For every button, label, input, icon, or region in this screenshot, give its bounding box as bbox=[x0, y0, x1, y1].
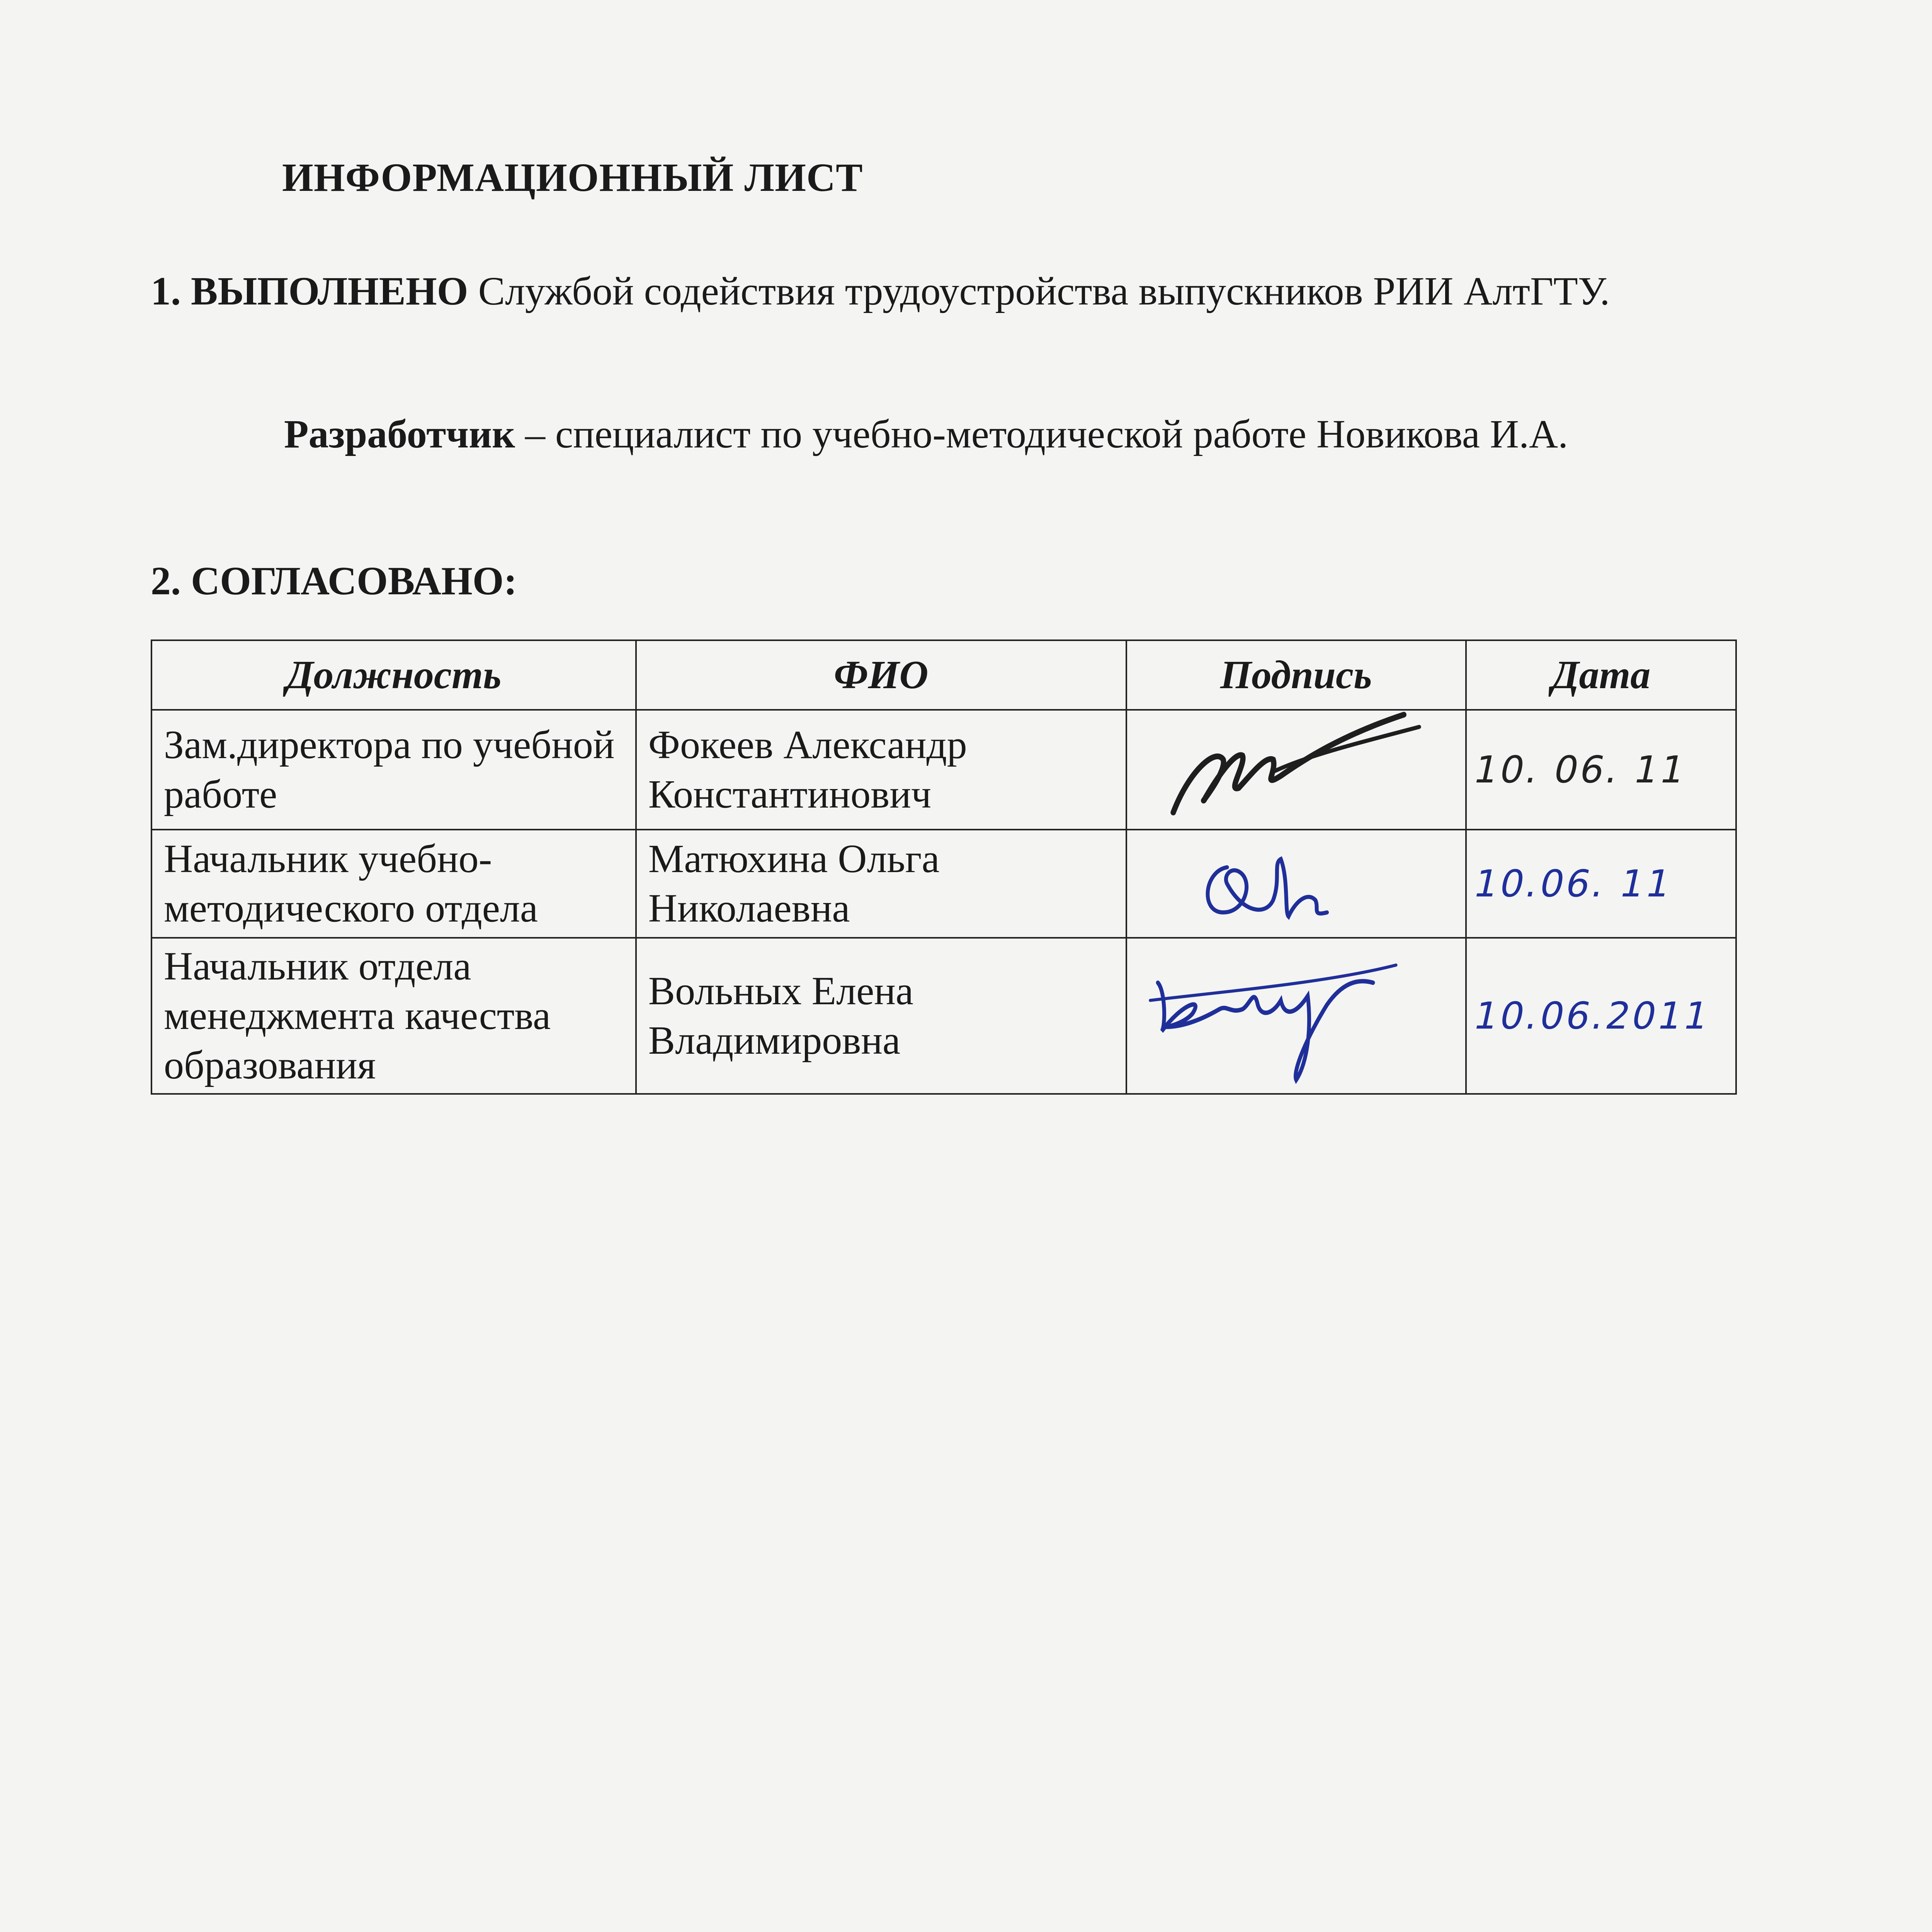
position-cell: Зам.директора по учебной работе bbox=[151, 710, 636, 830]
table-row bbox=[151, 830, 1736, 938]
handwritten-signature bbox=[1127, 830, 1465, 937]
position-cell: Начальник учебно-методического отдела bbox=[151, 830, 636, 938]
date-cell bbox=[1466, 710, 1736, 830]
section-number: 1. bbox=[151, 269, 181, 313]
section-agreed-heading: 2. СОГЛАСОВАНО: bbox=[151, 559, 517, 603]
section-text: Службой содействия трудоустройства выпускников РИИ АлтГТУ. bbox=[478, 269, 1610, 313]
table-row bbox=[151, 710, 1736, 830]
section-executed bbox=[151, 267, 1727, 316]
developer-label: Разработчик bbox=[284, 412, 515, 456]
signature-cell bbox=[1126, 938, 1466, 1094]
name-cell: Фокеев Александр Константинович bbox=[636, 710, 1126, 830]
handwritten-date: 10.06. 11 bbox=[1469, 862, 1677, 905]
handwritten-date: 10. 06. 11 bbox=[1469, 748, 1691, 791]
column-header: ФИО bbox=[636, 640, 1126, 710]
name-cell: Матюхина Ольга Николаевна bbox=[636, 830, 1126, 938]
section-heading: ВЫПОЛНЕНО bbox=[191, 269, 468, 313]
column-header: Должность bbox=[151, 640, 636, 710]
developer-text: – специалист по учебно-методической работе Новикова И.А. bbox=[525, 412, 1568, 456]
developer-paragraph bbox=[151, 410, 1727, 459]
table-row bbox=[151, 938, 1736, 1094]
column-header: Подпись bbox=[1126, 640, 1466, 710]
position-cell: Начальник отдела менеджмента качества образования bbox=[151, 938, 636, 1094]
handwritten-signature bbox=[1127, 939, 1465, 1093]
signature-cell bbox=[1126, 710, 1466, 830]
column-header: Дата bbox=[1466, 640, 1736, 710]
date-cell bbox=[1466, 830, 1736, 938]
handwritten-signature bbox=[1127, 711, 1465, 829]
approval-table bbox=[151, 639, 1737, 1095]
handwritten-date: 10.06.2011 bbox=[1469, 994, 1715, 1037]
signature-cell bbox=[1126, 830, 1466, 938]
name-cell: Вольных Елена Владимировна bbox=[636, 938, 1126, 1094]
date-cell bbox=[1466, 938, 1736, 1094]
page-title: ИНФОРМАЦИОННЫЙ ЛИСТ bbox=[282, 155, 863, 200]
table-header-row bbox=[151, 640, 1736, 710]
